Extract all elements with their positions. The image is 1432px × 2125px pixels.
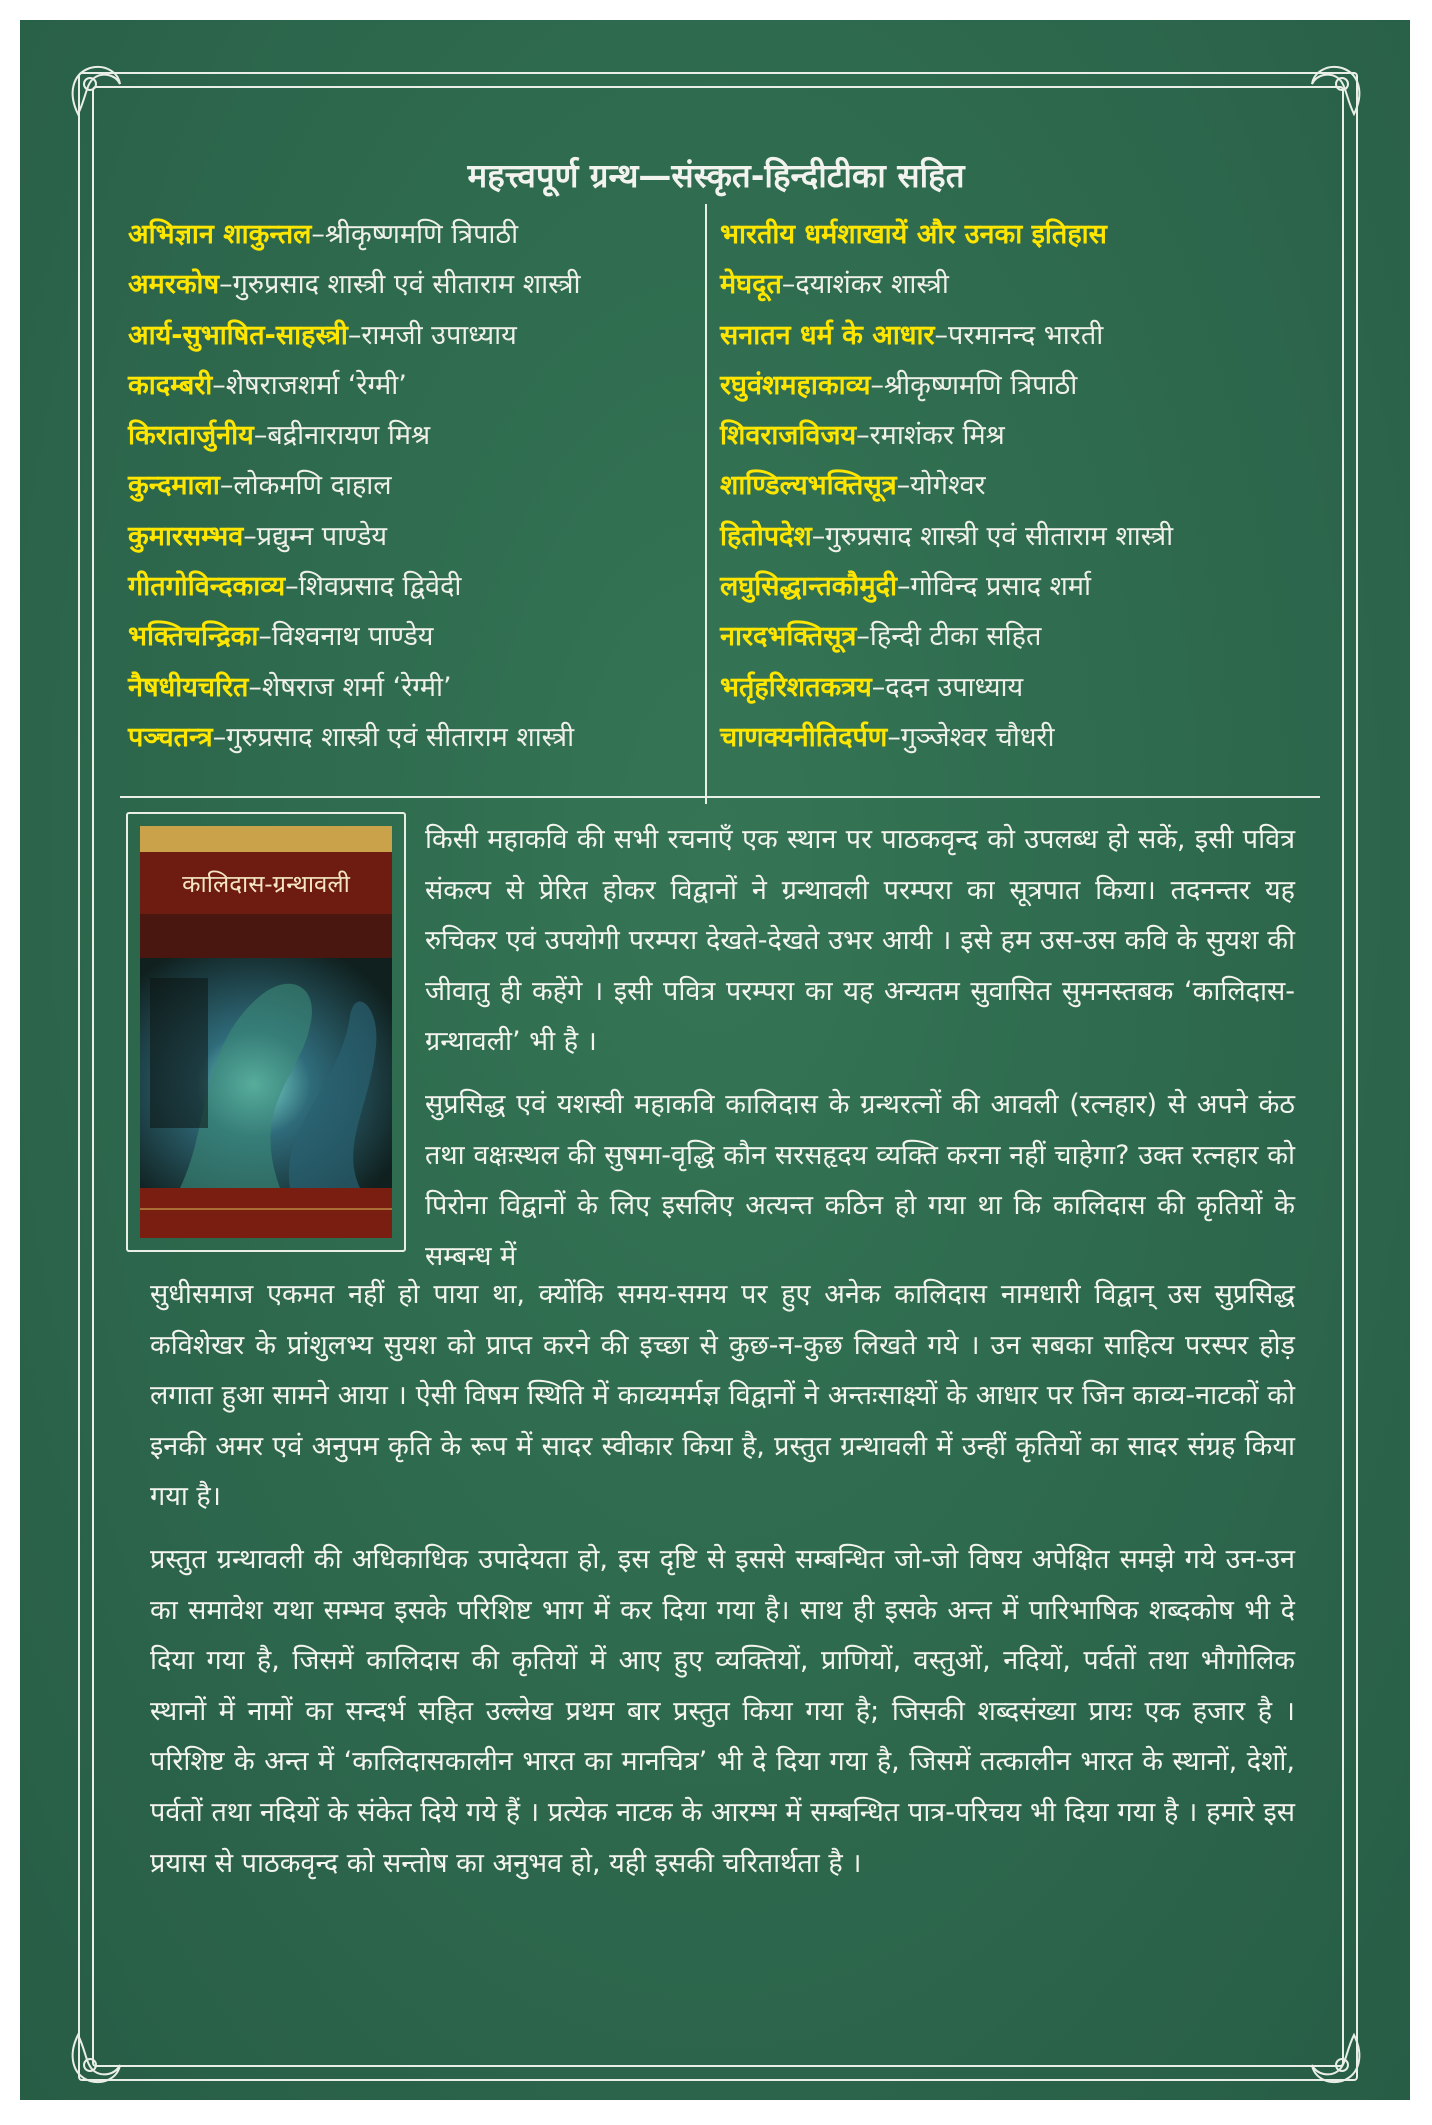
book-entry: सनातन धर्म के आधार–परमानन्द भारती bbox=[720, 319, 1104, 351]
corner-ornament-top-left bbox=[60, 54, 130, 124]
book-entry: नारदभक्तिसूत्र–हिन्दी टीका सहित bbox=[720, 621, 1042, 653]
list-bottom-rule bbox=[120, 796, 1320, 798]
book-cover-title: कालिदास-ग्रन्थावली bbox=[182, 870, 350, 898]
book-entry: कुमारसम्भव–प्रद्युम्न पाण्डेय bbox=[128, 520, 388, 552]
paragraph-3: प्रस्तुत ग्रन्थावली की अधिकाधिक उपादेयता हो, इस दृष्टि से इससे सम्बन्धित जो-जो विषय अपेक्षित समझे गये उन-उन का समावेश यथा सम्भव इसके परिशिष्ट भाग में कर दिया गया है। साथ ही इसके अन्त में पारिभाषिक शब्दकोष भी दे दिया गया है, जिसमें कालिदास की कृतियों में आए हुए व्यक्तियों, प्राणियों, वस्तुओं, नदियों, पर्वतों तथा भौगोलिक स्थानों में नामों का सन्दर्भ सहित उल्लेख प्रथम बार प्रस्तुत किया गया है; जिसकी शब्दसंख्या प्रायः एक हजार है । परिशिष्ट के अन्त में ‘कालिदासकालीन भारत का मानचित्र’ भी दे दिया गया है, जिसमें तत्कालीन भारत के स्थानों, देशों, पर्वतों तथा नदियों के संकेत दिये गये हैं । प्रत्येक नाटक के आरम्भ में सम्बन्धित पात्र-परिचय भी दिया गया है । हमारे इस प्रयास से पाठकवृन्द को सन्तोष का अनुभव हो, यही इसकी चरितार्थता है । bbox=[150, 1543, 1295, 1879]
book-entry: भर्तृहरिशतकत्रय–ददन उपाध्याय bbox=[720, 671, 1024, 703]
book-entry: अभिज्ञान शाकुन्तल–श्रीकृष्णमणि त्रिपाठी bbox=[128, 219, 519, 250]
book-cover-thumbnail-frame bbox=[126, 812, 406, 1252]
book-entry: रघुवंशमहाकाव्य–श्रीकृष्णमणि त्रिपाठी bbox=[720, 369, 1078, 401]
book-entry: किरातार्जुनीय–बद्रीनारायण मिश्र bbox=[128, 420, 431, 452]
corner-ornament-top-right bbox=[1302, 54, 1372, 124]
section-heading: महत्त्वपूर्ण ग्रन्थ—संस्कृत-हिन्दीटीका सहित bbox=[467, 156, 965, 195]
book-entry: हितोपदेश–गुरुप्रसाद शास्त्री एवं सीताराम शास्त्री bbox=[720, 520, 1174, 552]
description-paragraphs-top bbox=[425, 815, 1295, 1282]
book-cover-image bbox=[140, 826, 392, 1238]
book-entry: भक्तिचन्द्रिका–विश्वनाथ पाण्डेय bbox=[128, 621, 434, 653]
book-entry: शाण्डिल्यभक्तिसूत्र–योगेश्वर bbox=[720, 470, 986, 502]
book-entry: कादम्बरी–शेषराजशर्मा ‘रेग्मी’ bbox=[128, 369, 407, 401]
paragraph-2-continued: सुधीसमाज एकमत नहीं हो पाया था, क्योंकि समय-समय पर हुए अनेक कालिदास नामधारी विद्वान् उस सुप्रसिद्ध कविशेखर के प्रांशुलभ्य सुयश को प्राप्त करने की इच्छा से कुछ-न-कुछ लिखते गये । उन सबका साहित्य परस्पर होड़ लगाता हुआ सामने आया । ऐसी विषम स्थिति में काव्यमर्मज्ञ विद्वानों ने अन्तःसाक्ष्यों के आधार पर जिन काव्य-नाटकों को इनकी अमर एवं अनुपम कृति के रूप में सादर स्वीकार किया है, प्रस्तुत ग्रन्थावली में उन्हीं कृतियों का सादर संग्रह किया गया है। bbox=[150, 1279, 1295, 1513]
description-paragraphs-bottom bbox=[150, 1270, 1295, 1889]
corner-ornament-bottom-left bbox=[60, 2025, 130, 2095]
column-divider bbox=[705, 204, 707, 804]
book-entry: शिवराजविजय–रमाशंकर मिश्र bbox=[720, 420, 1005, 452]
book-entry: नैषधीयचरित–शेषराज शर्मा ‘रेग्मी’ bbox=[128, 671, 452, 703]
book-entry: अमरकोष–गुरुप्रसाद शास्त्री एवं सीताराम शास्त्री bbox=[128, 269, 581, 301]
book-entry: आर्य-सुभाषित-साहस्त्री–रामजी उपाध्याय bbox=[128, 319, 517, 351]
book-entry: गीतगोविन्दकाव्य–शिवप्रसाद द्विवेदी bbox=[128, 571, 462, 603]
book-entry: चाणक्यनीतिदर्पण–गुञ्जेश्वर चौधरी bbox=[720, 721, 1055, 753]
book-list-right bbox=[720, 210, 1300, 763]
book-entry: पञ्चतन्त्र–गुरुप्रसाद शास्त्री एवं सीताराम शास्त्री bbox=[128, 721, 575, 753]
book-entry: लघुसिद्धान्तकौमुदी–गोविन्द प्रसाद शर्मा bbox=[720, 571, 1091, 603]
paragraph-1: किसी महाकवि की सभी रचनाएँ एक स्थान पर पाठकवृन्द को उपलब्ध हो सकें, इसी पवित्र संकल्प से प्रेरित होकर विद्वानों ने ग्रन्थावली परम्परा का सूत्रपात किया। तदनन्तर यह रुचिकर एवं उपयोगी परम्परा देखते-देखते उभर आयी । इसे हम उस-उस कवि के सुयश की जीवातु ही कहेंगे । इसी पवित्र परम्परा का यह अन्यतम सुवासित सुमनस्तबक ‘कालिदास-ग्रन्थावली’ भी है । bbox=[425, 824, 1295, 1058]
book-list-left bbox=[128, 210, 688, 763]
corner-ornament-bottom-right bbox=[1302, 2025, 1372, 2095]
book-entry: कुन्दमाला–लोकमणि दाहाल bbox=[128, 470, 392, 502]
book-entry: मेघदूत–दयाशंकर शास्त्री bbox=[720, 269, 949, 301]
paragraph-2-start: सुप्रसिद्ध एवं यशस्वी महाकवि कालिदास के ग्रन्थरत्नों की आवली (रत्नहार) से अपने कंठ तथा वक्षःस्थल की सुषमा-वृद्धि कौन सरसहृदय व्यक्ति करना नहीं चाहेगा? उक्त रत्नहार को पिरोना विद्वानों के लिए इसलिए अत्यन्त कठिन हो गया था कि कालिदास की कृतियों के सम्बन्ध में bbox=[425, 1088, 1295, 1272]
book-entry: भारतीय धर्मशाखायें और उनका इतिहास bbox=[720, 219, 1107, 250]
